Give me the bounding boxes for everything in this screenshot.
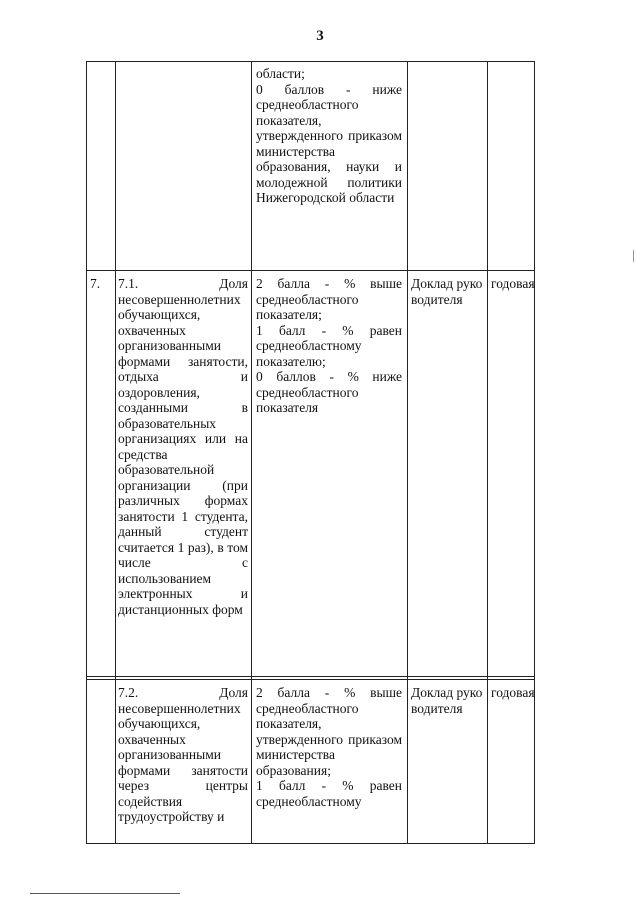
column-divider-1: [115, 61, 116, 844]
scan-artifact: [633, 250, 634, 262]
table-border-left: [86, 61, 87, 844]
table-border-top: [86, 61, 535, 62]
row-divider-1: [86, 270, 535, 271]
row-2-number: [90, 276, 112, 292]
row-3-source: [411, 685, 485, 716]
row-2-criteria: [256, 276, 402, 416]
row-2-indicator-text: 7.1. Доля несовершеннолетних обучающихся, охваченных организованными формами занятости, отдыха и оздоровления, созданными в образовательных организациях или на средства образовательной организации (при различных формах занятости 1 студента, данный студент считается 1 раз), в том числе с использованием электронных и дистанционных форм: [118, 276, 248, 617]
row-2-number-text: 7.: [90, 276, 101, 291]
column-divider-3: [407, 61, 408, 844]
row-3-indicator: [118, 685, 248, 825]
footnote-separator: [30, 893, 180, 894]
row-2-source: [411, 276, 485, 307]
row-2-criteria-text: 2 балла - % выше среднеобластного показателя; 1 балл - % равен среднеобластному показателю; 0 баллов - % ниже среднеобластного показателя: [256, 276, 402, 415]
row-1-criteria-text: области; 0 баллов - ниже среднеобластного показателя, утвержденного приказом министерства образования, науки и молодежной политики Нижегородской области: [256, 66, 402, 205]
row-3-indicator-text: 7.2. Доля несовершеннолетних обучающихся, охваченных организованными формами занятости через центры содействия трудоустройству и: [118, 685, 248, 824]
row-2-period-text: годовая: [491, 276, 535, 291]
row-2-indicator: [118, 276, 248, 617]
row-3-source-text: Доклад руководителя: [411, 685, 483, 716]
column-divider-4: [487, 61, 488, 844]
page-number: 3: [316, 28, 324, 44]
row-divider-2: [86, 676, 535, 677]
column-divider-2: [251, 61, 252, 844]
row-3-period: [491, 685, 533, 701]
row-divider-2b: [86, 679, 535, 680]
row-3-criteria-text: 2 балла - % выше среднеобластного показателя, утвержденного приказом министерства образования; 1 балл - % равен среднеобластному: [256, 685, 402, 809]
row-3-criteria: [256, 685, 402, 809]
row-2-period: [491, 276, 533, 292]
table-border-bottom: [86, 843, 535, 844]
row-2-source-text: Доклад руководителя: [411, 276, 483, 307]
row-3-period-text: годовая: [491, 685, 535, 700]
row-1-criteria: [256, 66, 402, 206]
table-border-right: [534, 61, 535, 844]
